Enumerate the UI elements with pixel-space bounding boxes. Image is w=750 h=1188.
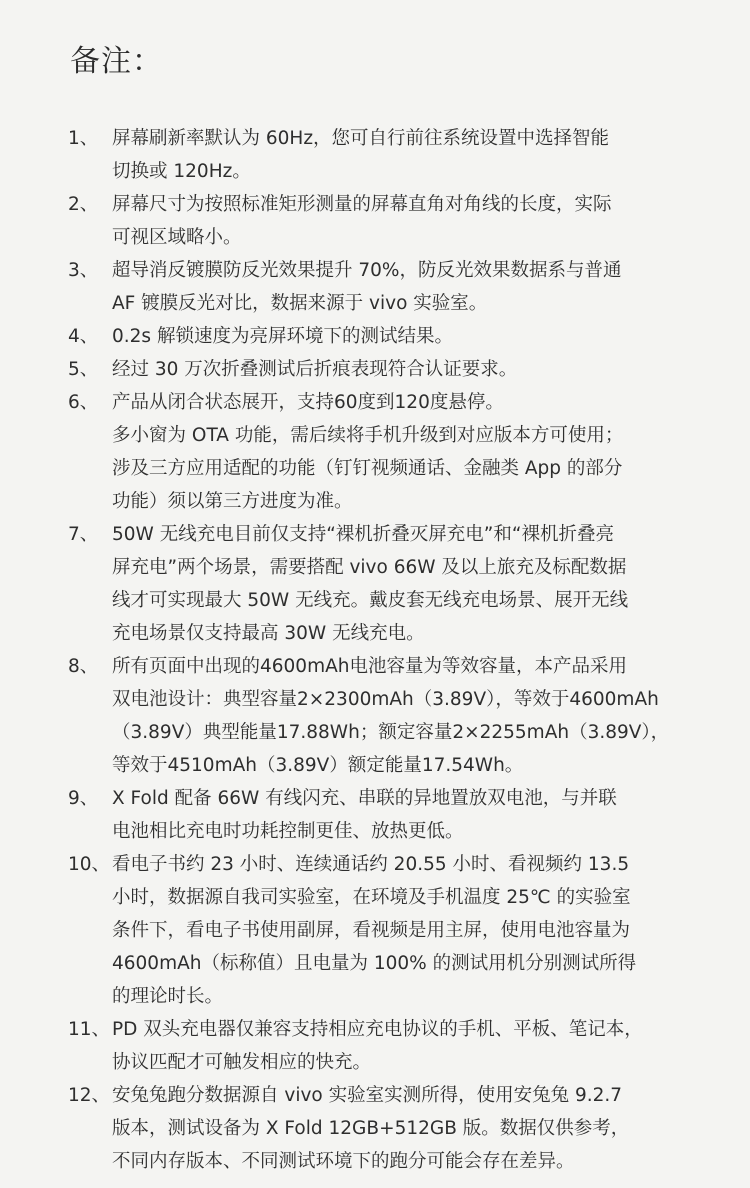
note-text: 屏幕刷新率默认为 60Hz，您可自行前往系统设置中选择智能 切换或 120Hz。	[112, 128, 610, 182]
note-item-1	[68, 122, 684, 188]
note-text: 50W 无线充电目前仅支持“裸机折叠灭屏充电”和“裸机折叠亮 屏充电”两个场景，需要搭配 vivo 66W 及以上旅充及标配数据 线才可实现最大 50W 无线充。戴皮套无线充电场景、展开无线 充电场景仅支持最高 30W 无线充电。	[112, 524, 629, 644]
note-item-7	[68, 518, 684, 650]
note-number: 6、	[68, 392, 99, 413]
note-item-10	[68, 848, 684, 1013]
note-text: 所有页面中出现的4600mAh电池容量为等效容量，本产品采用 双电池设计：典型容量2×2300mAh（3.89V），等效于4600mAh （3.89V）典型能量17.88Wh；额定容量2×2255mAh（3.89V）， 等效于4510mAh（3.89V）额定能量17.54Wh。	[112, 656, 670, 776]
note-number: 2、	[68, 194, 99, 215]
note-text: 看电子书约 23 小时、连续通话约 20.55 小时、看视频约 13.5 小时，数据源自我司实验室，在环境及手机温度 25℃ 的实验室 条件下，看电子书使用副屏，看视频是用主屏，使用电池容量为 4600mAh（标称值）且电量为 100% 的测试用机分别测试所得 的理论时长。	[112, 854, 637, 1007]
note-item-6	[68, 386, 684, 518]
note-number: 8、	[68, 656, 99, 677]
note-text: PD 双头充电器仅兼容支持相应充电协议的手机、平板、笔记本， 协议匹配才可触发相应的快充。	[112, 1019, 643, 1073]
note-item-11	[68, 1013, 684, 1079]
page-title: 备注：	[70, 44, 163, 79]
note-text: 屏幕尺寸为按照标准矩形测量的屏幕直角对角线的长度，实际 可视区域略小。	[112, 194, 612, 248]
note-text: 产品从闭合状态展开，支持60度到120度悬停。 多小窗为 OTA 功能，需后续将手机升级到对应版本方可使用； 涉及三方应用适配的功能（钉钉视频通话、金融类 App 的部分 功能）须以第三方进度为准。	[112, 392, 624, 512]
note-item-4	[68, 320, 684, 353]
note-item-8	[68, 650, 684, 782]
note-number: 9、	[68, 788, 99, 809]
note-number: 1、	[68, 128, 99, 149]
note-item-9	[68, 782, 684, 848]
note-number: 3、	[68, 260, 99, 281]
note-number: 12、	[68, 1085, 111, 1106]
note-text: 超导消反镀膜防反光效果提升 70%，防反光效果数据系与普通 AF 镀膜反光对比，数据来源于 vivo 实验室。	[112, 260, 622, 314]
notes-list	[68, 122, 684, 1178]
note-number: 11、	[68, 1019, 111, 1040]
note-item-3	[68, 254, 684, 320]
note-item-2	[68, 188, 684, 254]
note-text: 0.2s 解锁速度为亮屏环境下的测试结果。	[112, 326, 453, 347]
note-number: 5、	[68, 359, 99, 380]
note-text: X Fold 配备 66W 有线闪充、串联的异地置放双电池，与并联 电池相比充电时功耗控制更佳、放热更低。	[112, 788, 617, 842]
note-number: 7、	[68, 524, 99, 545]
note-text: 安兔兔跑分数据源自 vivo 实验室实测所得，使用安兔兔 9.2.7 版本，测试设备为 X Fold 12GB+512GB 版。数据仅供参考， 不同内存版本、不同测试环境下的跑分可能会存在差异。	[112, 1085, 630, 1172]
note-text: 经过 30 万次折叠测试后折痕表现符合认证要求。	[112, 359, 518, 380]
note-number: 10、	[68, 854, 111, 875]
note-item-12	[68, 1079, 684, 1178]
note-item-5	[68, 353, 684, 386]
note-number: 4、	[68, 326, 99, 347]
